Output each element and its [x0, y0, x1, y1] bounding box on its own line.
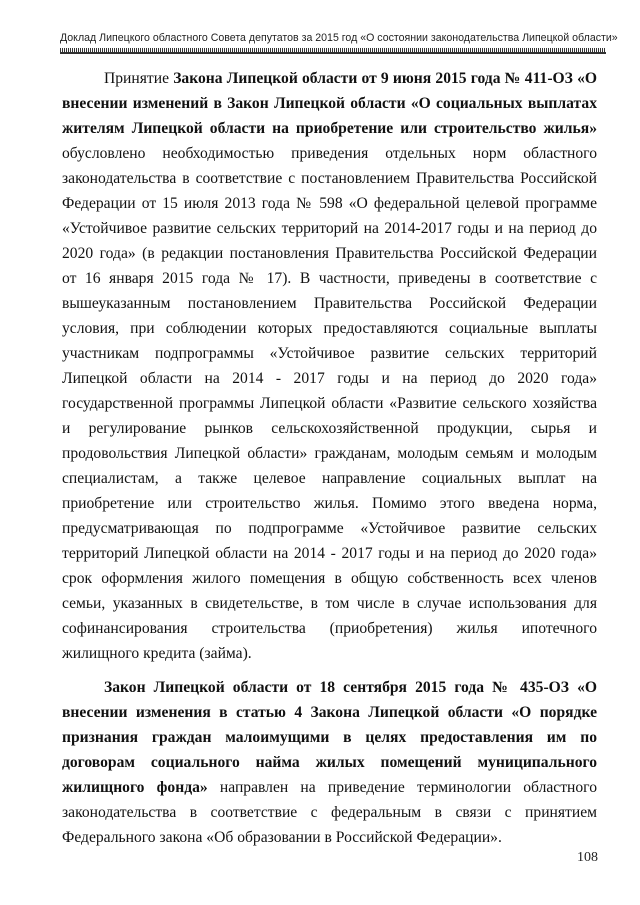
paragraph-law-435	[62, 675, 597, 850]
paragraph-text: направлен на приведение терминологии областного законодательства в соответствие с федеральным в связи с принятием Федерального закона «Об образовании в Российской Федерации».	[62, 779, 597, 846]
paragraph-lead: Принятие	[104, 70, 174, 87]
paragraph-law-411	[62, 66, 597, 666]
law-title-bold: Закона Липецкой области от 9 июня 2015 года № 411-ОЗ «О внесении изменений в Закон Липецкой области «О социальных выплатах жителям Липецкой области на приобретение или строительство жилья»	[62, 70, 597, 137]
paragraph-text: обусловлено необходимостью приведения отдельных норм областного законодательства в соответствие с постановлением Правительства Российской Федерации от 15 июля 2013 года № 598 «О федеральной целевой программе «Устойчивое развитие сельских территорий на 2014-2017 годы и на период до 2020 года» (в редакции постановления Правительства Российской Федерации от 16 января 2015 года № 17). В частности, приведены в соответствие с вышеуказанным постановлением Правительства Российской Федерации условия, при соблюдении которых предоставляются социальные выплаты участникам подпрограммы «Устойчивое развитие сельских территорий Липецкой области на 2014 - 2017 годы и на период до 2020 года» государственной программы Липецкой области «Развитие сельского хозяйства и регулирование рынков сельскохозяйственной продукции, сырья и продовольствия Липецкой области» гражданам, молодым семьям и молодым специалистам, а также целевое направление социальных выплат на приобретение или строительство жилья. Помимо этого введена норма, предусматривающая по подпрограмме «Устойчивое развитие сельских территорий Липецкой области на 2014 - 2017 годы и на период до 2020 года» срок оформления жилого помещения в общую собственность всех членов семьи, указанных в свидетельстве, в том числе в случае использования для софинансирования строительства (приобретения) жилья ипотечного жилищного кредита (займа).	[62, 145, 597, 662]
header-rule	[60, 48, 606, 54]
document-body	[62, 66, 597, 850]
page-number: 108	[577, 850, 598, 865]
law-title-bold: Закон Липецкой области от 18 сентября 2015 года № 435-ОЗ «О внесении изменения в статью 4 Закона Липецкой области «О порядке признания граждан малоимущими в целях предоставления им по договорам социального найма жилых помещений муниципального жилищного фонда»	[62, 679, 597, 796]
running-header: Доклад Липецкого областного Совета депутатов за 2015 год «О состоянии законодательства Липецкой области»	[60, 32, 618, 44]
